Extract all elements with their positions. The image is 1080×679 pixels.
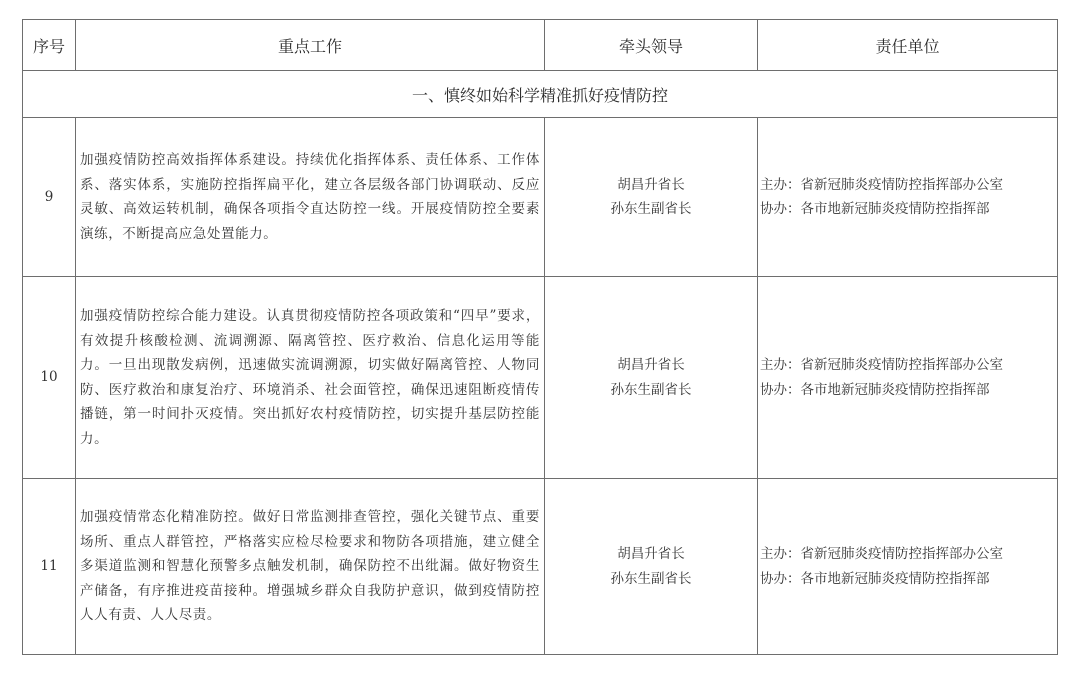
host-unit: 主办：省新冠肺炎疫情防控指挥部办公室 [760,546,1003,562]
row-work: 加强疫情防控综合能力建设。认真贯彻疫情防控各项政策和“四早”要求，有效提升核酸检测、流调溯源、隔离管控、医疗救治、信息化运用等能力。一旦出现散发病例，迅速做实流调溯源，切实做好隔离管控、人物同防、医疗救治和康复治疗、环境消杀、社会面管控，确保迅速阻断疫情传播链，第一时间扑灭疫情。突出抓好农村疫情防控，切实提升基层防控能力。 [76,277,545,479]
header-unit: 责任单位 [758,20,1058,71]
row-seq: 9 [23,118,76,277]
row-units [758,479,1058,655]
table-row [23,479,1058,655]
row-work: 加强疫情常态化精准防控。做好日常监测排查管控，强化关键节点、重要场所、重点人群管控，严格落实应检尽检要求和物防各项措施，建立健全多渠道监测和智慧化预警多点触发机制，确保防控不出纰漏。做好物资生产储备，有序推进疫苗接种。增强城乡群众自我防护意识，做到疫情防控人人有责、人人尽责。 [76,479,545,655]
row-leaders [545,118,758,277]
row-units [758,118,1058,277]
header-lead: 牵头领导 [545,20,758,71]
assist-unit: 协办：各市地新冠肺炎疫情防控指挥部 [760,381,990,398]
section-title: 一、慎终如始科学精准抓好疫情防控 [23,71,1058,118]
header-seq: 序号 [23,20,76,71]
row-leaders [545,479,758,655]
assist-unit: 协办：各市地新冠肺炎疫情防控指挥部 [760,201,990,217]
section-row [23,71,1058,118]
host-unit: 主办：省新冠肺炎疫情防控指挥部办公室 [760,357,1003,373]
leader-name: 孙东生副省长 [610,201,692,217]
row-seq: 11 [23,479,76,655]
table-row [23,277,1058,479]
row-work: 加强疫情防控高效指挥体系建设。持续优化指挥体系、责任体系、工作体系、落实体系，实施防控指挥扁平化，建立各层级各部门协调联动、反应灵敏、高效运转机制，确保各项指令直达防控一线。开展疫情防控全要素演练，不断提高应急处置能力。 [76,118,545,277]
table-row [23,118,1058,277]
host-unit: 主办：省新冠肺炎疫情防控指挥部办公室 [760,176,1003,193]
row-units [758,277,1058,479]
assist-unit: 协办：各市地新冠肺炎疫情防控指挥部 [760,570,990,587]
row-seq: 10 [23,277,76,479]
header-work: 重点工作 [76,20,545,71]
row-leaders [545,277,758,479]
leader-name: 孙东生副省长 [610,570,692,587]
table-header-row [23,20,1058,71]
leader-name: 胡昌升省长 [617,357,685,373]
leader-name: 胡昌升省长 [617,176,685,193]
key-work-table [22,19,1058,655]
leader-name: 胡昌升省长 [617,546,685,562]
document-page [22,19,1058,655]
leader-name: 孙东生副省长 [610,381,692,398]
